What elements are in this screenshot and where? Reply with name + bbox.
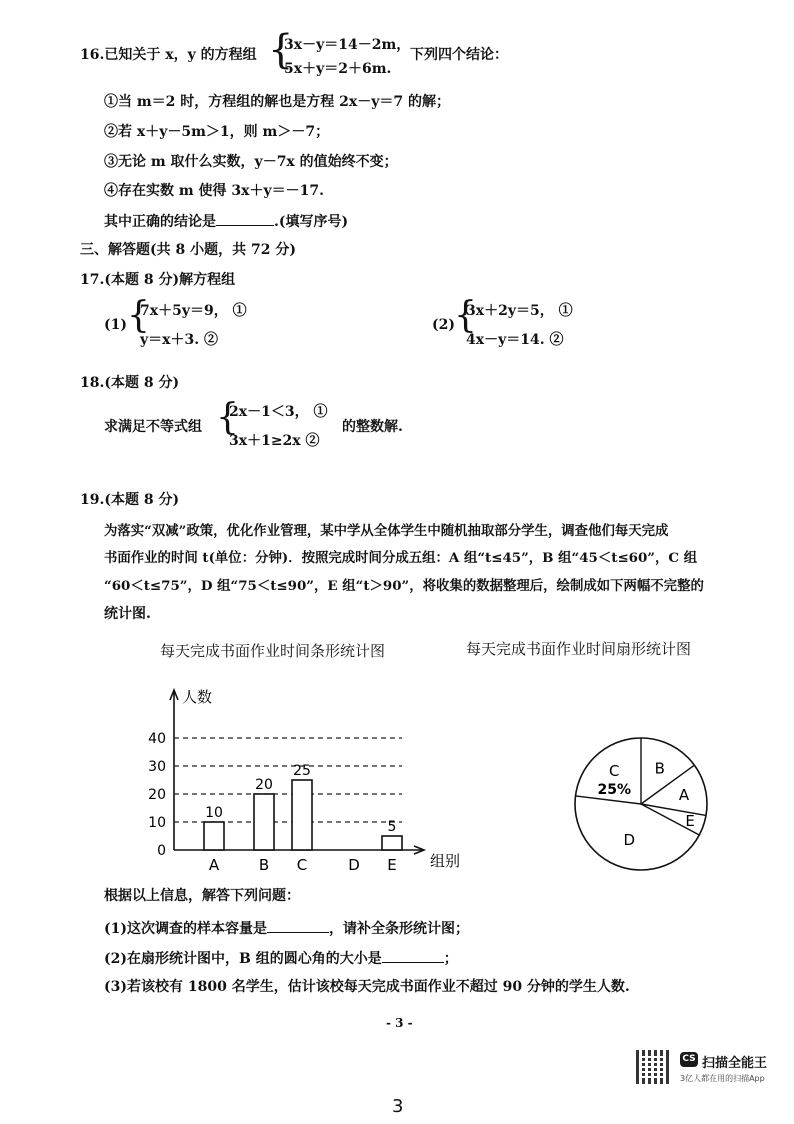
x-tick-label: B	[258, 856, 270, 874]
q16-ask-prefix: 其中正确的结论是	[104, 214, 216, 230]
q17-part1-label: (1)	[104, 317, 127, 333]
q16-brace: {	[268, 27, 294, 73]
q18-brace: {	[216, 397, 239, 438]
q19-sub1-prefix: (1)这次调查的样本容量是	[104, 921, 267, 937]
q16-conclusion-3: ③无论 m 取什么实数，y－7x 的值始终不变；	[104, 154, 398, 170]
section-heading: 三、解答题(共 8 小题，共 72 分)	[80, 242, 296, 258]
x-tick-label: C	[296, 856, 308, 874]
q19-para-line-1: 为落实“双减”政策，优化作业管理，某中学从全体学生中随机抽取部分学生，调查他们每天完成	[104, 523, 669, 539]
q19-sub2-prefix: (2)在扇形统计图中，B 组的圆心角的大小是	[104, 951, 382, 967]
q19-sub1-suffix: ，请补全条形统计图；	[329, 921, 469, 937]
q19-sub-3: (3)若该校有 1800 名学生，估计该校每天完成书面作业不超过 90 分钟的学生人数.	[104, 979, 630, 995]
q19-para-line-4: 统计图.	[104, 606, 151, 622]
q16-tail: 下列四个结论：	[410, 47, 508, 63]
y-axis-label: 人数	[182, 688, 213, 706]
bar	[254, 794, 274, 850]
q19-sub2-blank[interactable]	[382, 948, 444, 963]
q17-part2-eq1: 3x＋2y＝5， ①	[466, 303, 573, 319]
watermark-subtitle: 3亿人都在用的扫描App	[680, 1074, 765, 1083]
q16-conclusion-1: ①当 m＝2 时，方程组的解也是方程 2x－y＝7 的解；	[104, 94, 451, 110]
q17-part2-label: (2)	[432, 317, 455, 333]
y-tick-label: 0	[157, 843, 166, 859]
q16-question	[104, 211, 348, 231]
q17-part1-eq1: 7x＋5y＝9， ①	[140, 303, 247, 319]
q17-part2-eq2: 4x－y＝14. ②	[466, 332, 564, 348]
x-tick-label: D	[348, 856, 360, 874]
q19-title: 19.(本题 8 分)	[80, 492, 180, 508]
q19-sub1-blank[interactable]	[267, 918, 329, 933]
q16-stem: 16.已知关于 x，y 的方程组	[80, 47, 257, 63]
pie-chart	[566, 730, 716, 880]
bar-value-label: 10	[205, 805, 223, 821]
q18-title: 18.(本题 8 分)	[80, 375, 180, 391]
bar-value-label: 5	[387, 819, 397, 835]
camscanner-logo: CS	[680, 1052, 698, 1067]
pie-slice-label: C	[609, 761, 620, 780]
qr-code	[636, 1050, 670, 1084]
q19-after-text: 根据以上信息，解答下列问题：	[104, 888, 300, 904]
q17-part2-brace: {	[454, 295, 477, 336]
x-tick-label: A	[208, 856, 220, 874]
q19-sub2-suffix: ；	[443, 951, 458, 967]
bar-chart-title: 每天完成书面作业时间条形统计图	[160, 642, 386, 660]
y-tick-label: 20	[148, 787, 166, 803]
page-footer: - 3 -	[386, 1016, 413, 1030]
q19-sub-2	[104, 948, 458, 968]
q17-title: 17.(本题 8 分)解方程组	[80, 272, 236, 288]
watermark-brand: 扫描全能王	[702, 1056, 768, 1071]
pie-slice-label: B	[654, 759, 665, 778]
q16-conclusion-4: ④存在实数 m 使得 3x＋y＝－17.	[104, 183, 325, 199]
x-axis-label: 组别	[430, 852, 461, 870]
bar-value-label: 20	[255, 777, 273, 793]
bar-value-label: 25	[293, 763, 311, 779]
y-tick-label: 30	[148, 759, 166, 775]
q16-eq1: 3x－y＝14－2m，	[284, 37, 411, 53]
pie-slice-label: D	[623, 831, 636, 850]
bar-chart	[130, 678, 490, 878]
q17-part1-brace: {	[127, 295, 150, 336]
q19-para-line-3: “60＜t≤75”，D 组“75＜t≤90”，E 组“t＞90”，将收集的数据整理后，绘制成如下两幅不完整的	[104, 578, 704, 594]
q16-answer-blank[interactable]	[216, 211, 274, 226]
q19-sub-1	[104, 918, 469, 938]
q18-ineq2: 3x＋1≥2x ②	[229, 433, 320, 449]
pie-percent-label: 25%	[597, 781, 632, 798]
q18-prefix: 求满足不等式组	[104, 419, 202, 435]
q19-para-line-2: 书面作业的时间 t(单位：分钟)．按照完成时间分成五组：A 组“t≤45”，B 组“45＜t≤60”，C 组	[104, 550, 698, 566]
q18-ineq1: 2x－1＜3， ①	[229, 404, 328, 420]
page-number: 3	[392, 1096, 404, 1117]
q16-conclusion-2: ②若 x＋y－5m＞1，则 m＞－7；	[104, 124, 330, 140]
pie-chart-title: 每天完成书面作业时间扇形统计图	[466, 640, 692, 658]
pie-slice-label: A	[678, 785, 690, 804]
y-tick-label: 10	[148, 815, 166, 831]
q17-part1-eq2: y＝x＋3. ②	[140, 332, 218, 348]
bar	[382, 836, 402, 850]
y-tick-label: 40	[148, 731, 166, 747]
pie-slice-label: E	[685, 811, 695, 830]
bar	[292, 780, 312, 850]
q18-suffix: 的整数解.	[342, 419, 403, 435]
q16-eq2: 5x＋y＝2＋6m.	[284, 61, 392, 77]
bar	[204, 822, 224, 850]
q16-ask-suffix: .(填写序号)	[274, 214, 349, 230]
x-tick-label: E	[387, 856, 397, 874]
